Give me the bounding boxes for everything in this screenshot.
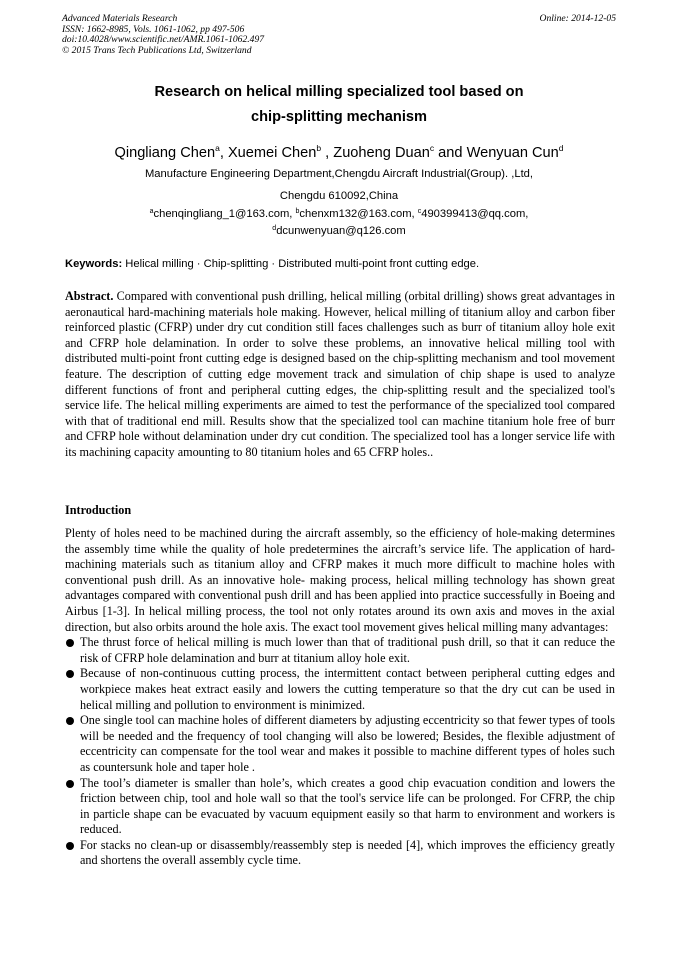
bullet-icon <box>66 670 74 678</box>
author-affil-mark: c <box>429 143 435 153</box>
copyright-line: © 2015 Trans Tech Publications Ltd, Switzerland <box>62 44 252 56</box>
introduction-heading: Introduction <box>65 503 132 517</box>
list-item-text: For stacks no clean-up or disassembly/reassembly step is needed [4], which improves the efficiency greatly and shortens the overall assembly cycle time. <box>80 837 615 868</box>
list-item <box>65 666 615 713</box>
list-item-text: The tool’s diameter is smaller than hole’s, which creates a good chip evacuation condition and lowers the friction between chip, tool and hole wall so that the tool's service life can be prolonged. For CFRP, the chip in particle shape can be evacuated by vacuum equipment easily so that harm to environment and workers is reduced. <box>80 775 615 837</box>
email-mark: d <box>272 224 277 232</box>
doi-line: doi:10.4028/www.scientific.net/AMR.1061-1062.497 <box>62 34 265 46</box>
introduction-paragraph: Plenty of holes need to be machined during the aircraft assembly, so the efficiency of hole-making determines the assembly time while the quality of hole predetermines the aircraft’s service life. The application of hard-machining materials such as titanium alloy and CFRP makes it much more difficult to machine holes with conventional push drill. As an innovative hole- making process, helical milling technology has shown great advantages compared with conventional push drill and has been applied into practice successfully in Boeing and Airbus [1-3]. In helical milling process, the tool not only rotates around its own axis and moves in the axial direction, but also orbits around the hole axis. The exact tool movement gives helical milling many advantages: <box>65 526 615 634</box>
author-affil-mark: b <box>316 143 322 153</box>
abstract <box>65 289 615 461</box>
author-separator: , <box>219 145 228 161</box>
keywords-text: Helical milling · Chip-splitting · Distributed multi-point front cutting edge. <box>122 258 480 270</box>
keywords <box>65 257 618 271</box>
author-separator: and <box>434 145 467 161</box>
introduction-body <box>65 526 615 869</box>
paper-title <box>62 80 616 130</box>
author-affil-mark: a <box>215 143 220 153</box>
list-item <box>65 713 615 775</box>
list-item <box>65 635 615 666</box>
email-mark: a <box>149 208 154 215</box>
email-line-2 <box>40 222 638 239</box>
author-emails <box>40 205 638 238</box>
list-item-text: The thrust force of helical milling is much lower than that of traditional push drill, so that it can reduce the risk of CFRP hole delamination and burr at titanium alloy hole exit. <box>80 635 615 665</box>
author-name: Xuemei Chen <box>227 145 317 161</box>
author-name: Wenyuan Cun <box>466 145 559 161</box>
list-item <box>65 776 615 838</box>
email-mark: c <box>417 208 422 215</box>
bullet-icon <box>66 780 74 788</box>
email-link: dcunwenyuan@q126.com <box>276 224 406 237</box>
email-mark: b <box>295 208 300 215</box>
advantages-list <box>65 635 615 869</box>
author-affil-mark: d <box>558 143 564 153</box>
title-line-2: chip-splitting mechanism <box>251 109 427 125</box>
bullet-icon <box>66 717 74 725</box>
email-line-1 <box>40 205 638 222</box>
list-item <box>65 838 615 869</box>
abstract-text: Compared with conventional push drilling, helical milling (orbital drilling) shows great advantages in aeronautical hard-machining materials hole making. However, helical milling of titanium alloy and carbon fiber reinforced plastic (CFRP) under dry cut condition still faces challenges such as burr of titanium alloy hole exit and CFRP hole delamination. In order to solve these problems, an innovative helical milling tool with distributed multi-point front cutting edge is designed based on the chip-splitting mechanism and tool movement feature. The description of cutting edge movement track and simulation of chip shape is used to analyze different functions of front and peripheral cutting edges, the chip-splitting result and the specialized tool's service life. The helical milling experiments are aimed to test the performance of the specialized tool compared with that of traditional end mill. Results show that the specialized tool can machine titanium hole free of burr and CFRP hole without delamination under dry cut condition. The specialized tool has a longer service life with its machining capacity amounting to 80 titanium holes and 65 CFRP holes.. <box>65 289 615 459</box>
online-date: Online: 2014-12-05 <box>539 13 616 24</box>
author-name: Qingliang Chen <box>114 145 216 161</box>
email-link: chenxm132@163.com, <box>299 208 418 220</box>
list-item-text: One single tool can machine holes of different diameters by adjusting eccentricity so that fewer types of tools will be needed and the frequency of tool changing will also be lowered; Besides, the flexible adjustment of eccentricity can compensate for the tool wear and makes it possible to machine different types of holes such as countersunk hole and taper hole . <box>80 713 615 774</box>
affiliation <box>40 163 638 207</box>
keywords-label: Keywords: <box>65 258 123 270</box>
page-header <box>62 14 616 56</box>
email-link: 490399413@qq.com, <box>421 208 529 220</box>
bullet-icon <box>66 639 74 647</box>
author-list <box>40 139 638 162</box>
abstract-label: Abstract. <box>65 289 114 303</box>
author-name: Zuoheng Duan <box>333 145 430 161</box>
journal-name: Advanced Materials Research <box>62 13 178 24</box>
title-line-1: Research on helical milling specialized tool based on <box>154 84 524 100</box>
affiliation-line-2: Chengdu 610092,China <box>279 190 399 202</box>
author-separator: , <box>321 145 334 161</box>
list-item-text: Because of non-continuous cutting process, the intermittent contact between peripheral cutting edges and workpiece makes heat extract easily and lowers the cutting temperature so that the dry cut can be used in helical milling and pollution to environment is minimized. <box>80 666 615 712</box>
email-link: chenqingliang_1@163.com, <box>153 208 296 220</box>
bullet-icon <box>66 842 74 850</box>
issn-line: ISSN: 1662-8985, Vols. 1061-1062, pp 497-506 <box>62 23 245 35</box>
affiliation-line-1: Manufacture Engineering Department,Chengdu Aircraft Industrial(Group). ,Ltd, <box>144 168 534 180</box>
